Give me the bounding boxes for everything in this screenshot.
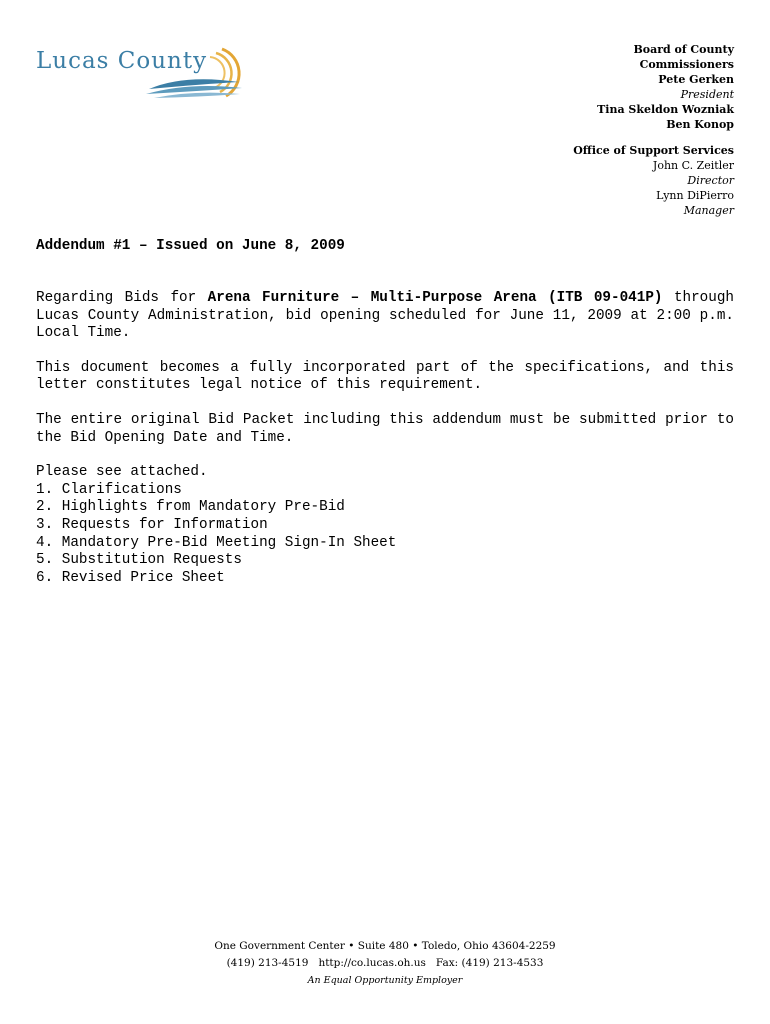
footer-phone: (419) 213-4519 bbox=[226, 957, 309, 969]
office-name: Office of Support Services bbox=[573, 144, 734, 157]
footer-address: One Government Center • Suite 480 • Toledo, Ohio 43604-2259 bbox=[214, 940, 556, 952]
footer-eeo: An Equal Opportunity Employer bbox=[307, 975, 463, 986]
commissioner-name: Ben Konop bbox=[666, 118, 734, 131]
text-span: through Lucas County Administration, bid opening scheduled for June 11, 2009 at 2:00 p.m. Local Time. bbox=[36, 290, 734, 342]
board-line-2: Commissioners bbox=[639, 58, 734, 71]
board-line-1: Board of County bbox=[633, 43, 734, 56]
project-name: Arena Furniture – Multi-Purpose Arena (ITB 09-041P) bbox=[207, 290, 663, 306]
commissioner-name: Tina Skeldon Wozniak bbox=[597, 103, 734, 116]
letter-body bbox=[36, 290, 734, 587]
director-name: John C. Zeitler bbox=[652, 159, 734, 172]
footer-contacts bbox=[0, 955, 770, 972]
page-footer bbox=[0, 938, 770, 989]
list-item: 2. Highlights from Mandatory Pre-Bid bbox=[36, 499, 345, 516]
president-name: Pete Gerken bbox=[658, 73, 734, 86]
list-item: 3. Requests for Information bbox=[36, 516, 268, 533]
paragraph-regarding bbox=[36, 290, 734, 343]
list-item: 5. Substitution Requests bbox=[36, 552, 242, 569]
officials-block bbox=[573, 42, 734, 218]
list-item: 4. Mandatory Pre-Bid Meeting Sign-In Sheet bbox=[36, 534, 397, 551]
director-title: Director bbox=[687, 174, 734, 187]
paragraph-incorporation: This document becomes a fully incorporated part of the specifications, and this letter constitutes legal notice of this requirement. bbox=[36, 359, 734, 394]
manager-name: Lynn DiPierro bbox=[656, 189, 734, 202]
logo-text: Lucas County bbox=[36, 48, 208, 74]
list-item: 1. Clarifications bbox=[36, 481, 182, 498]
attachments-intro: Please see attached. bbox=[36, 464, 208, 481]
footer-fax: Fax: (419) 213-4533 bbox=[435, 957, 544, 969]
lucas-county-logo bbox=[34, 44, 274, 104]
attachments-list bbox=[36, 482, 734, 588]
paragraph-submission: The entire original Bid Packet including this addendum must be submitted prior to the Bid Opening Date and Time. bbox=[36, 411, 734, 446]
addendum-title: Addendum #1 – Issued on June 8, 2009 bbox=[36, 238, 345, 254]
text-span: Regarding Bids for bbox=[36, 290, 208, 306]
manager-title: Manager bbox=[683, 204, 734, 217]
sunrise-waves-icon bbox=[144, 44, 274, 104]
president-title: President bbox=[680, 88, 734, 101]
list-item: 6. Revised Price Sheet bbox=[36, 569, 225, 586]
footer-website[interactable]: http://co.lucas.oh.us bbox=[318, 957, 426, 969]
